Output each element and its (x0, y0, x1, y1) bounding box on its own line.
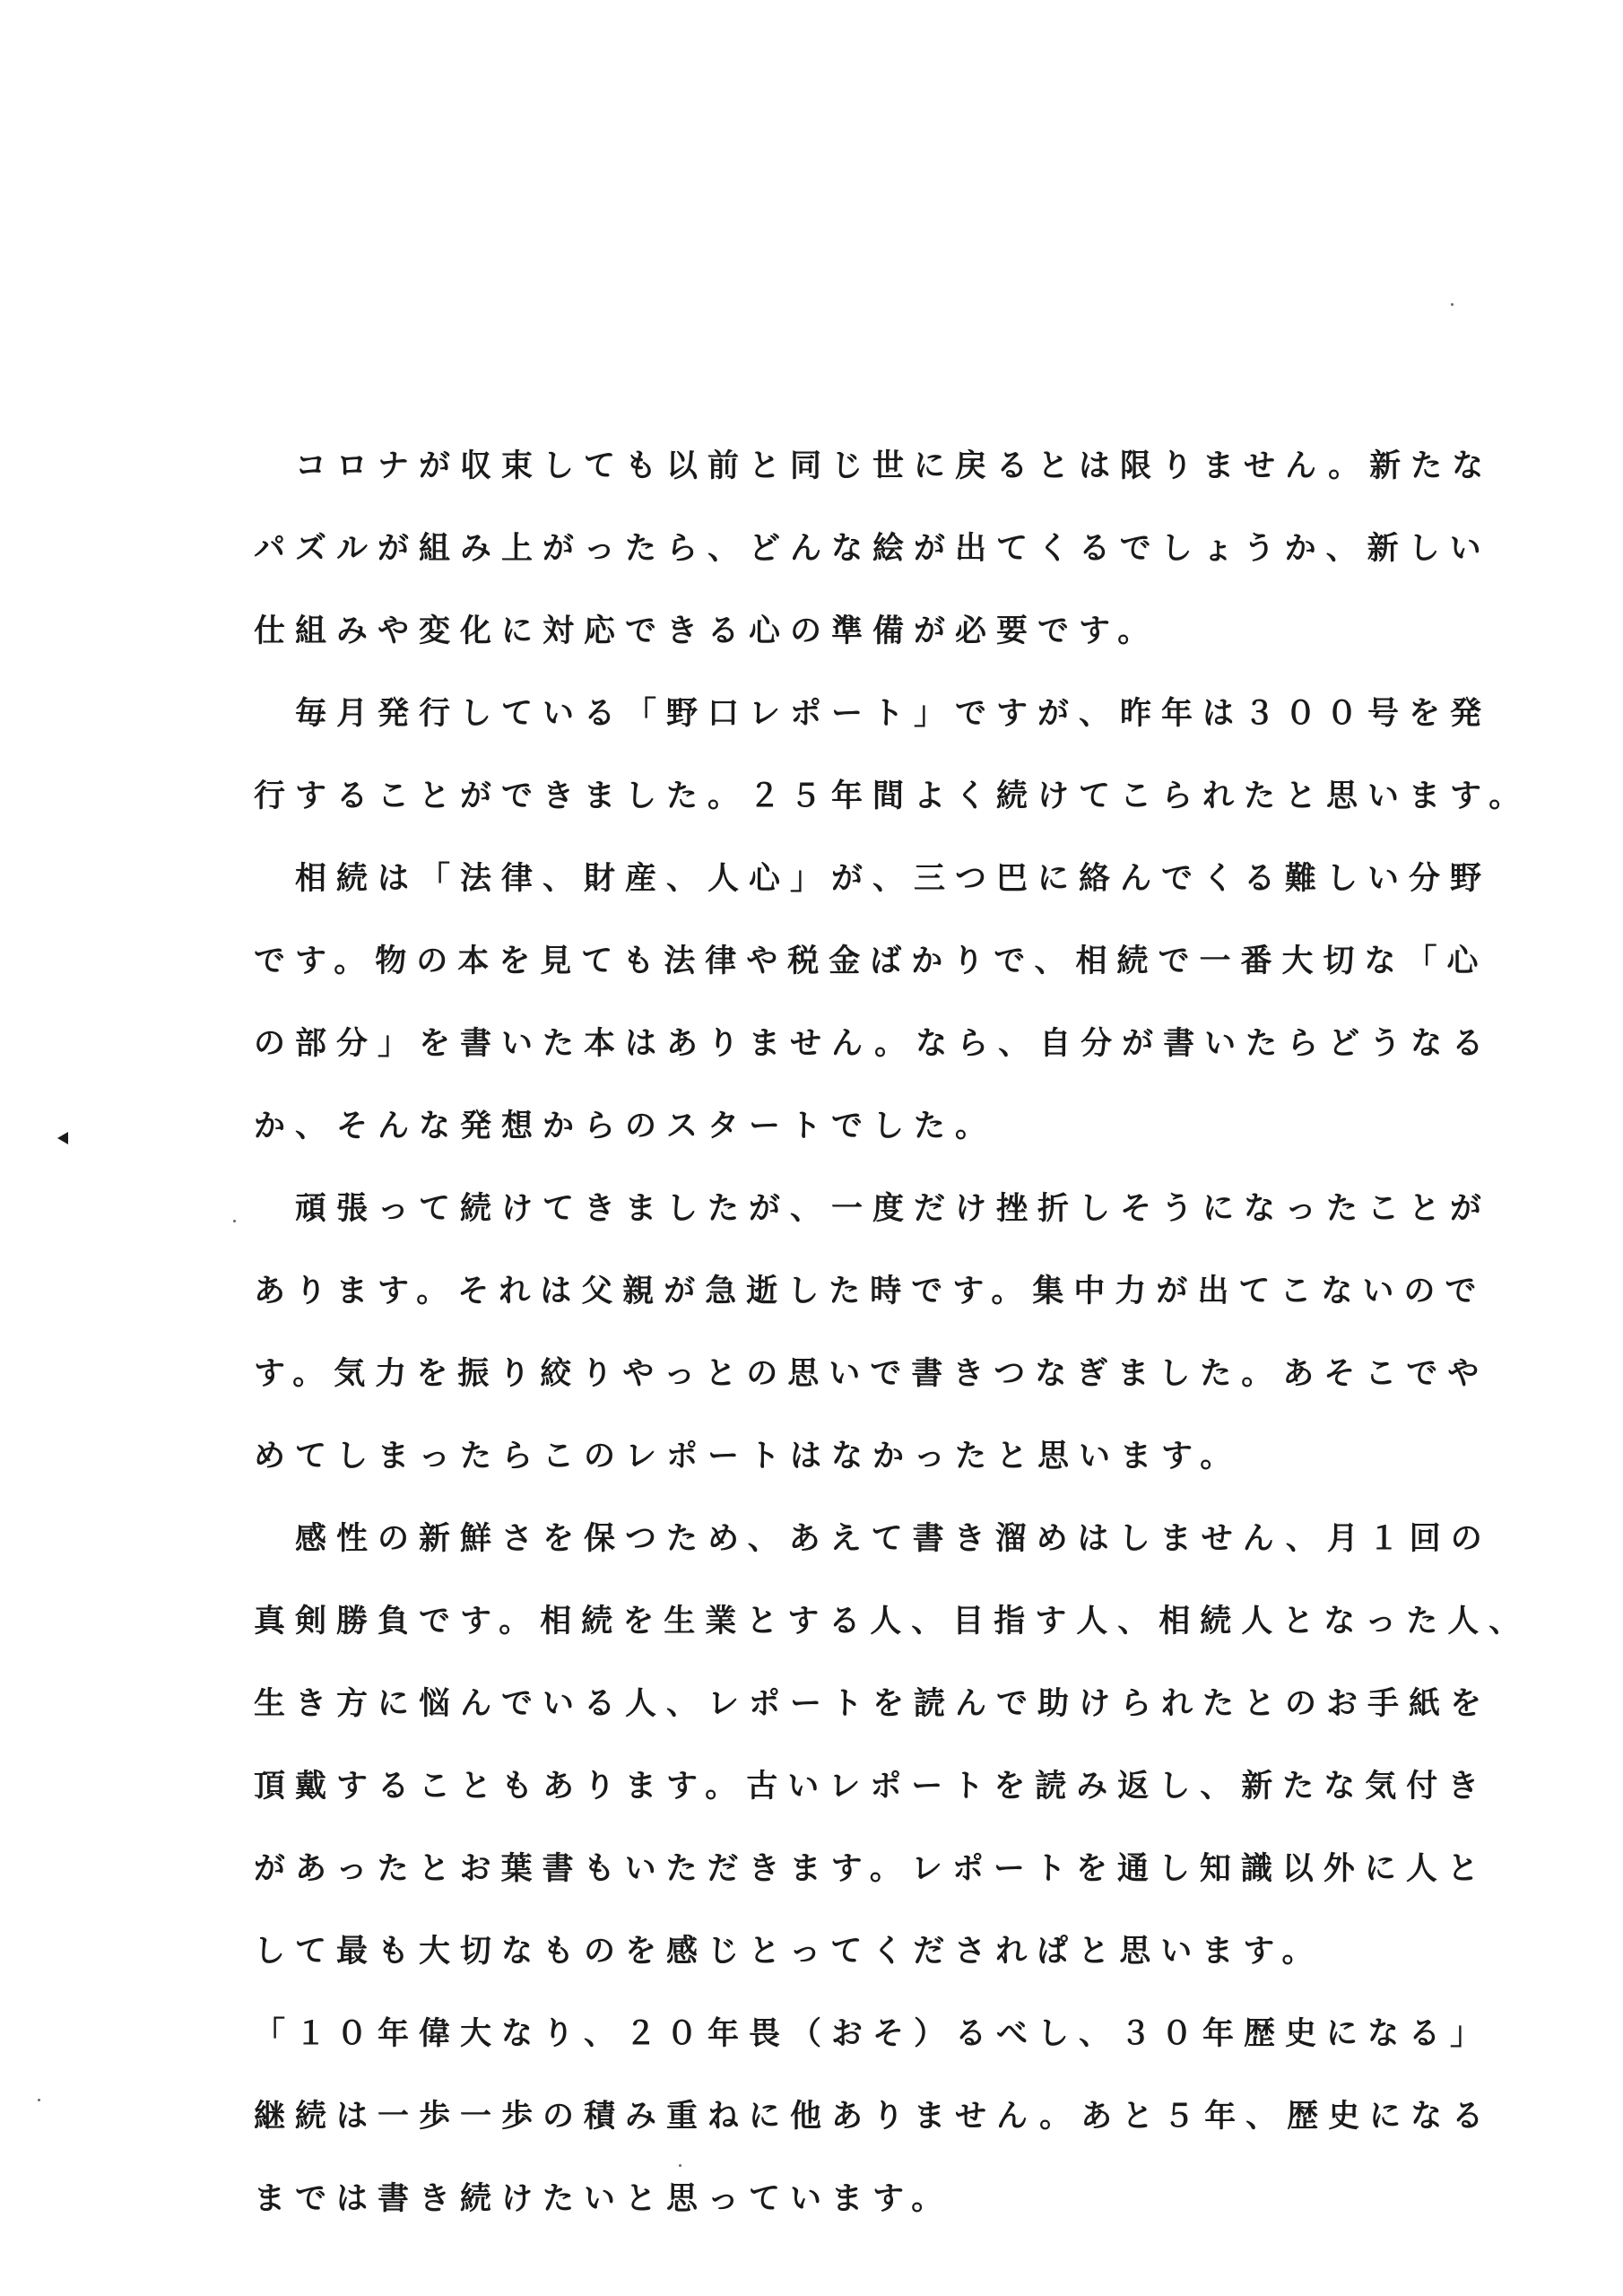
text-line: 相続は「法律、財産、人心」が、三つ巴に絡んでくる難しい分野 (254, 861, 1492, 897)
text-line: です。物の本を見ても法律や税金ばかりで、相続で一番大切な「心 (254, 944, 1488, 979)
text-line: 毎月発行している「野口レポート」ですが、昨年は３００号を発 (254, 696, 1492, 732)
scan-speck (679, 2164, 681, 2167)
text-line: す。気力を振り絞りやっとの思いで書きつなぎました。あそこでや (254, 1356, 1489, 1392)
text-line: までは書き続けたいと思っています。 (254, 2181, 953, 2217)
text-line: して最も大切なものを感じとってくだされぱと思います。 (254, 1934, 1324, 1970)
text-line: 頑張って続けてきましたが、一度だけ挫折しそうになったことが (254, 1191, 1492, 1227)
text-line: 行することができました。２５年間よく続けてこられたと思います。 (254, 778, 1531, 814)
text-line: 継続は一歩一歩の積み重ねに他ありません。あと５年、歴史になる (254, 2099, 1494, 2135)
body-text (254, 425, 1531, 2240)
text-line: があったとお葉書もいただきます。レポートを通し知識以外に人と (254, 1851, 1488, 1887)
text-line: 「１０年偉大なり、２０年畏（おそ）るべし、３０年歴史になる」 (254, 2016, 1492, 2052)
text-line: 仕組みや変化に対応できる心の準備が必要です。 (254, 613, 1159, 649)
scan-speck (233, 1220, 236, 1222)
margin-arrow-mark (57, 1132, 68, 1144)
text-line: めてしまったらこのレポートはなかったと思います。 (254, 1439, 1242, 1474)
text-line: 頂戴することもあります。古いレポートを読み返し、新たな気付き (254, 1769, 1489, 1805)
scan-speck (38, 2099, 40, 2101)
text-line: か、そんな発想からのスタートでした。 (254, 1109, 997, 1144)
text-line: 真剣勝負です。相続を生業とする人、目指す人、相続人となった人、 (254, 1604, 1531, 1639)
text-line: コロナが収束しても以前と同じ世に戻るとは限りません。新たな (254, 448, 1494, 484)
text-line: 生き方に悩んでいる人、レポートを読んで助けられたとのお手紙を (254, 1686, 1492, 1722)
text-line: 感性の新鮮さを保つため、あえて書き溜めはしません、月１回の (254, 1521, 1492, 1557)
scan-speck (1451, 303, 1454, 306)
text-line: パズルが組み上がったら、どんな絵が出てくるでしょうか、新しい (254, 531, 1491, 567)
text-line: あります。それは父親が急逝した時です。集中力が出てこないので (254, 1274, 1487, 1309)
text-line: の部分」を書いた本はありません。なら、自分が書いたらどうなる (254, 1026, 1494, 1062)
